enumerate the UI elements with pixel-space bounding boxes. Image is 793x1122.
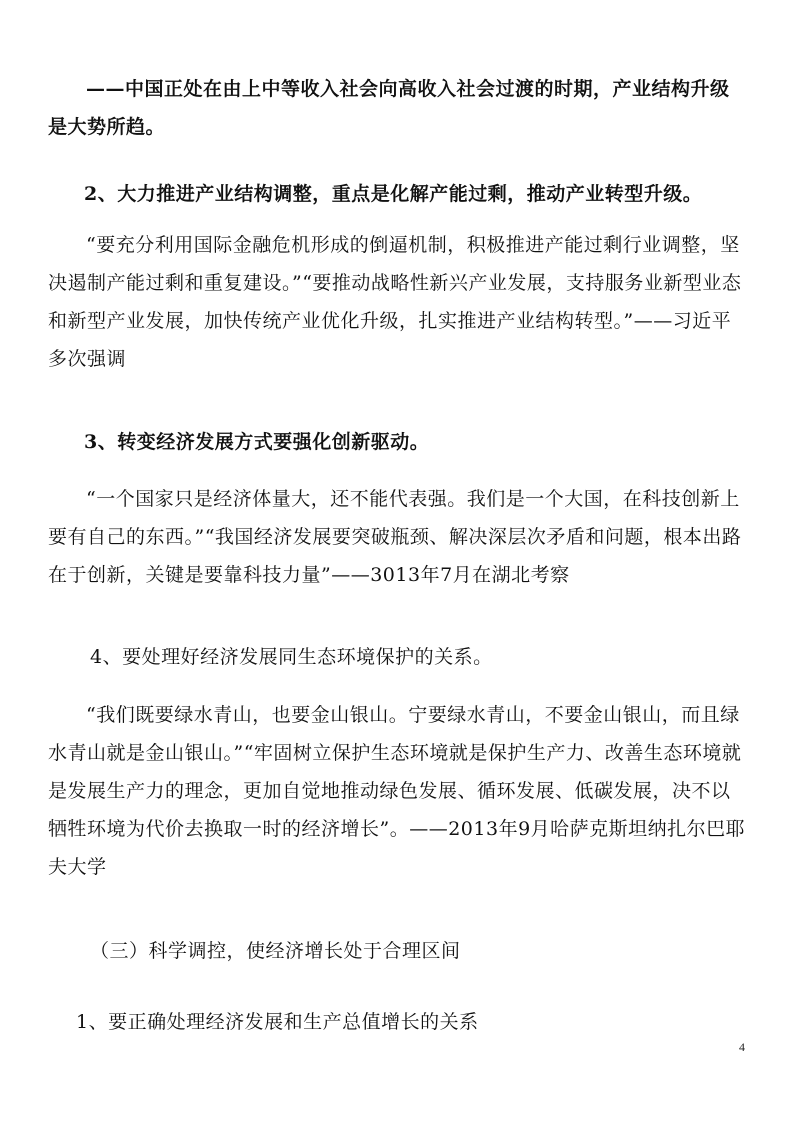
heading-macro-control: （三）科学调控，使经济增长处于合理区间 bbox=[90, 940, 461, 962]
paragraph-industrial-upgrade: ——中国正处在由上中等收入社会向高收入社会过渡的时期，产业结构升级是大势所趋。 bbox=[48, 78, 730, 138]
paragraph-ecology-quote: “我们既要绿水青山，也要金山银山。宁要绿水青山，不要金山银山，而且绿水青山就是金山银山。”“牢固树立保护生态环境就是保护生产力、改善生态环境就是发展生产力的理念，更加自觉地推动绿色发展、循环发展、低碳发展，决不以牺牲环境为代价去换取一时的经济增长”。——2013年9月哈萨克斯坦纳扎尔巴耶夫大学 bbox=[48, 704, 746, 878]
heading-ecology-relation: 4、要处理好经济发展同生态环境保护的关系。 bbox=[90, 646, 493, 668]
paragraph-innovation-quote: “一个国家只是经济体量大，还不能代表强。我们是一个大国，在科技创新上要有自己的东西。”“我国经济发展要突破瓶颈、解决深层次矛盾和问题，根本出路在于创新，关键是要靠科技力量”——3013年7月在湖北考察 bbox=[48, 488, 742, 586]
heading-industrial-restructuring: 2、大力推进产业结构调整，重点是化解产能过剩，推动产业转型升级。 bbox=[84, 183, 703, 205]
heading-gdp-relation: 1、要正确处理经济发展和生产总值增长的关系 bbox=[76, 1011, 479, 1033]
page-number: 4 bbox=[739, 1040, 745, 1054]
paragraph-capacity-quote: “要充分利用国际金融危机形成的倒逼机制，积极推进产能过剩行业调整，坚决遏制产能过剩和重复建设。”“要推动战略性新兴产业发展，支持服务业新型业态和新型产业发展，加快传统产业优化升级，扎实推进产业结构转型。”——习近平多次强调 bbox=[48, 234, 742, 370]
heading-innovation-driven: 3、转变经济发展方式要强化创新驱动。 bbox=[84, 431, 430, 453]
